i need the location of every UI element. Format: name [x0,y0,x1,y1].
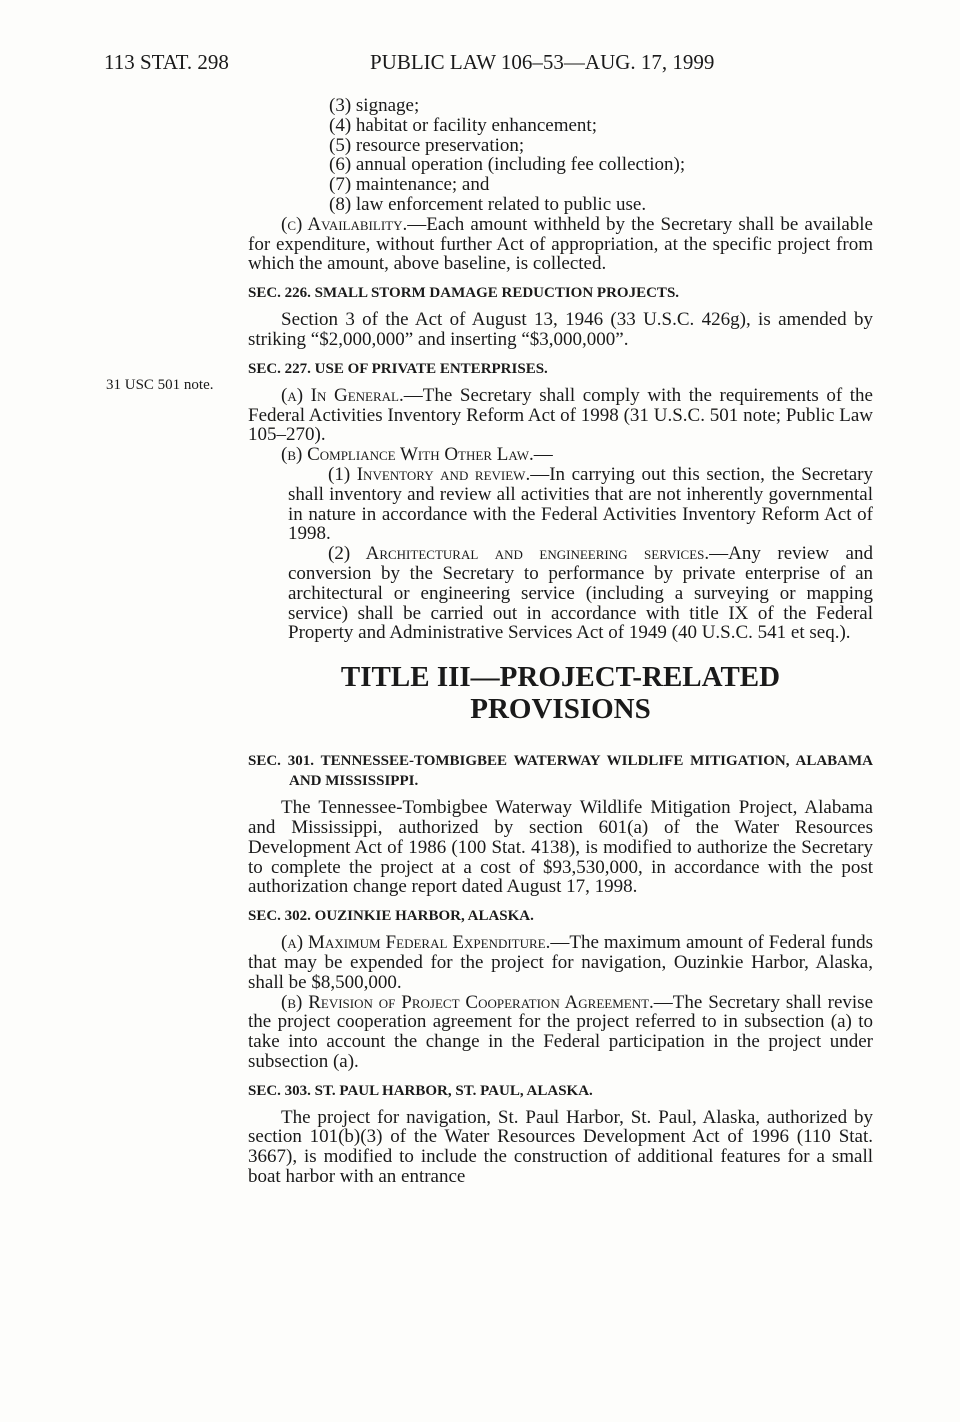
section-226-text: Section 3 of the Act of August 13, 1946 (33 U.S.C. 426g), is amended by striking “$2,000,000” and inserting “$3,000,000”. [248,309,873,350]
section-302-heading: SEC. 302. OUZINKIE HARBOR, ALASKA. [248,908,534,925]
paragraph-heading: (2) Architectural and engineering services. [328,543,710,565]
subsection-text: —Each amount withheld by the Secretary shall be available for expenditure, without further Act of appropriation, at the specific project from which the amount, above baseline, is collected. [248,213,873,275]
paragraph-2-architectural [248,544,873,643]
page-header [0,50,960,80]
subsection-text: —The Secretary shall revise the project cooperation agreement for the project referred to in subsection (a) to take into account the change in the Federal participation in the project under subsection (a). [248,991,873,1072]
subsection-c-availability [248,215,873,274]
paragraph-1-inventory [248,465,873,544]
subsection-a-maximum [248,933,873,992]
margin-note: 31 USC 501 note. [106,377,214,393]
subsection-text: —The maximum amount of Federal funds that may be expended for the project for navigation, Ouzinkie Harbor, Alaska, shall be $8,500,000. [248,932,873,993]
subsection-heading: (b) Revision of Project Cooperation Agreement. [281,991,654,1013]
section-226-heading: SEC. 226. SMALL STORM DAMAGE REDUCTION PROJECTS. [248,285,680,302]
paragraph-text: —Any review and conversion by the Secretary to performance by private enterprise of an architectural or engineering service (including a surveying or mapping service) shall be carried out in accordance with title IX of the Federal Property and Administrative Services Act of 1949 (40 U.S.C. 541 et seq.). [288,543,873,644]
page-reference: 113 STAT. 298 [104,50,229,74]
section-303-heading: SEC. 303. ST. PAUL HARBOR, ST. PAUL, ALASKA. [248,1082,593,1099]
list-item: (4) habitat or facility enhancement; [329,114,597,136]
list-item: (6) annual operation (including fee collection); [329,154,686,176]
subsection-text: — [533,444,553,466]
subsection-heading: (b) Compliance With Other Law. [281,444,534,466]
subsection-text: —The Secretary shall comply with the requirements of the Federal Activities Inventory Reform Act of 1998 (31 U.S.C. 501 note; Public Law 105–270). [248,384,873,446]
section-301-heading: SEC. 301. TENNESSEE-TOMBIGBEE WATERWAY WILDLIFE MITIGATION, ALABAMA AND MISSISSIPPI. [248,753,873,790]
list-item: (3) signage; [329,95,420,116]
subsection-heading: (c) Availability. [281,213,408,235]
paragraph-heading: (1) Inventory and review. [328,463,531,485]
title-line-1: TITLE III—PROJECT-RELATED [340,661,781,694]
subsection-b-compliance [248,445,873,465]
list-item: (7) maintenance; and [329,174,490,196]
title-line-2: PROVISIONS [470,693,651,726]
list-item: (8) law enforcement related to public use. [329,193,647,215]
section-227-heading: SEC. 227. USE OF PRIVATE ENTERPRISES. [248,360,548,377]
subsection-heading: (a) Maximum Federal Expenditure. [281,932,551,954]
document-body [248,96,873,1187]
subsection-heading: (a) In General. [281,384,404,406]
section-303-text: The project for navigation, St. Paul Harbor, St. Paul, Alaska, authorized by section 101(b)(3) of the Water Resources Development Act of 1996 (110 Stat. 3667), is modified to include the construction of additional features for a small boat harbor with an entrance [248,1106,873,1188]
law-reference: PUBLIC LAW 106–53—AUG. 17, 1999 [370,50,715,74]
paragraph-text: —In carrying out this section, the Secretary shall inventory and review all activities that are not inherently governmental in nature in accordance with the Federal Activities Inventory Reform Act of 1998. [288,463,873,545]
subsection-a-in-general [248,386,873,445]
title-iii-heading [248,661,873,725]
subsection-b-revision [248,993,873,1072]
section-301-text: The Tennessee-Tombigbee Waterway Wildlife Mitigation Project, Alabama and Mississippi, authorized by section 601(a) of the Water Resources Development Act of 1986 (100 Stat. 4138), is modified to authorize the Secretary to complete the project at a cost of $93,530,000, in accordance with the post authorization change report dated August 17, 1998. [248,797,873,898]
list-item: (5) resource preservation; [329,134,525,156]
